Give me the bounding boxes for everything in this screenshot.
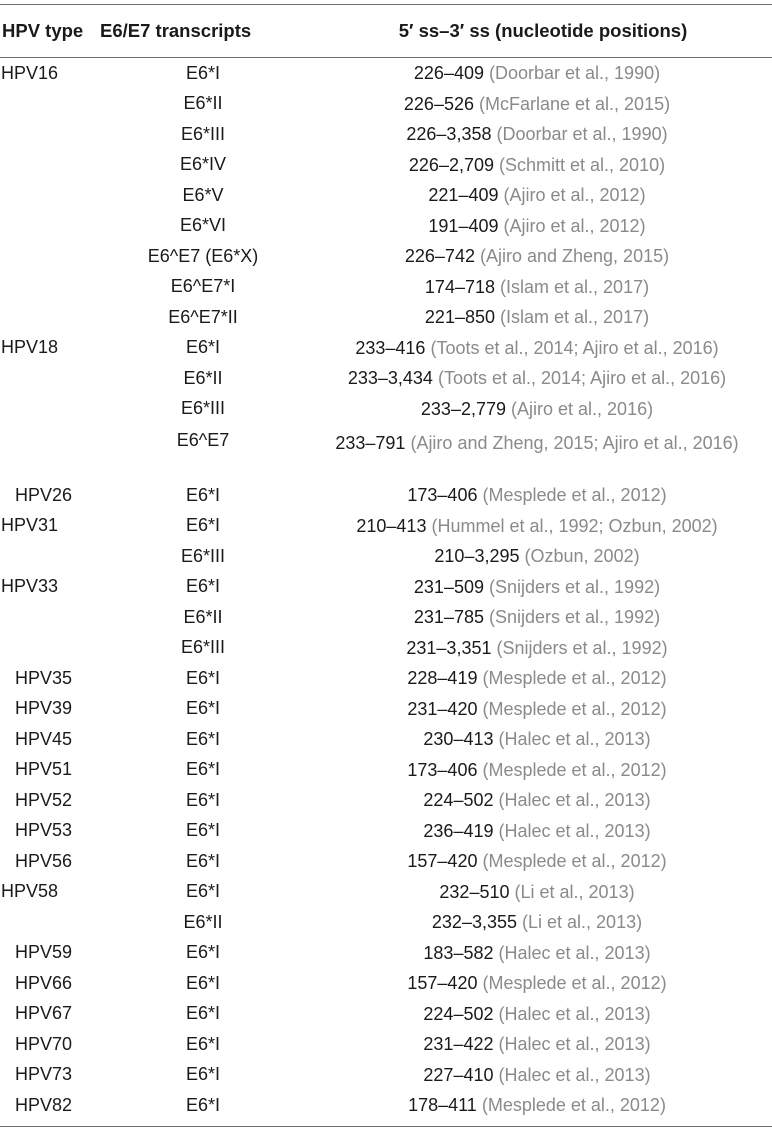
cell-hpv-type: HPV39 [15, 698, 73, 719]
cell-positions [308, 665, 772, 691]
cell-transcript: E6*II [183, 911, 223, 932]
cell-transcript: E6*I [185, 484, 221, 505]
cell-transcript: E6*V [182, 184, 224, 205]
cell-positions [308, 787, 772, 813]
citation-link[interactable]: (Mesplede et al., 2012) [481, 1095, 666, 1116]
table-row [0, 1029, 772, 1060]
table-row [0, 938, 772, 969]
cell-positions [308, 121, 772, 147]
cell-transcript: E6*I [185, 1003, 221, 1024]
cell-transcript: E6*I [185, 881, 221, 902]
cell-positions [308, 970, 772, 996]
position-range: 233–416 [355, 337, 426, 358]
citation-link[interactable]: (Ozbun, 2002) [524, 546, 640, 567]
table-row [0, 119, 772, 150]
cell-positions [308, 513, 772, 539]
cell-positions [308, 879, 772, 905]
position-range: 157–420 [407, 851, 478, 872]
citation-link[interactable]: (Islam et al., 2017) [500, 276, 650, 297]
table-row [0, 424, 772, 480]
position-range: 232–510 [439, 881, 510, 902]
position-range: 226–526 [403, 93, 474, 114]
citation-link[interactable]: (Ajiro et al., 2012) [503, 215, 646, 236]
table-row [0, 302, 772, 333]
cell-hpv-type: HPV52 [15, 789, 73, 810]
citation-link[interactable]: (Ajiro and Zheng, 2015; Ajiro et al., 2016) [410, 433, 739, 453]
cell-positions [308, 940, 772, 966]
cell-positions [308, 243, 772, 269]
table-row [0, 363, 772, 394]
citation-link[interactable]: (Mesplede et al., 2012) [482, 973, 667, 994]
cell-positions [308, 909, 772, 935]
cell-hpv-type: HPV58 [1, 881, 59, 902]
table-row [0, 907, 772, 938]
citation-link[interactable]: (Ajiro et al., 2012) [503, 185, 646, 206]
cell-transcript: E6*I [185, 667, 221, 688]
bottom-rule [0, 1126, 772, 1127]
position-range: 226–742 [404, 246, 475, 267]
cell-hpv-type: HPV67 [15, 1003, 73, 1024]
cell-positions [308, 91, 772, 117]
cell-hpv-type: HPV18 [1, 337, 59, 358]
table-row [0, 1090, 772, 1121]
cell-positions [308, 1031, 772, 1057]
citation-link[interactable]: (McFarlane et al., 2015) [479, 93, 671, 114]
table-row [0, 724, 772, 755]
cell-positions [308, 182, 772, 208]
cell-positions [308, 1001, 772, 1027]
cell-positions [308, 1092, 772, 1118]
position-range: 221–409 [428, 185, 499, 206]
cell-positions [308, 543, 772, 569]
position-range: 226–409 [413, 63, 484, 84]
citation-link[interactable]: (Halec et al., 2013) [498, 1003, 651, 1024]
cell-transcript: E6*I [185, 850, 221, 871]
cell-positions [308, 396, 772, 422]
cell-transcript: E6*I [185, 1064, 221, 1085]
cell-transcript: E6^E7 (E6*X) [147, 245, 259, 266]
citation-link[interactable]: (Toots et al., 2014; Ajiro et al., 2016) [437, 368, 727, 389]
cell-hpv-type: HPV59 [15, 942, 73, 963]
position-range: 174–718 [424, 276, 495, 297]
cell-hpv-type: HPV53 [15, 820, 73, 841]
cell-transcript: E6*IV [179, 154, 227, 175]
table-row [0, 241, 772, 272]
table-body [0, 58, 772, 1121]
position-range: 232–3,355 [431, 912, 517, 933]
position-range: 227–410 [423, 1064, 494, 1085]
position-range: 233–2,779 [420, 398, 506, 419]
position-range: 231–509 [413, 576, 484, 597]
cell-hpv-type: HPV66 [15, 972, 73, 993]
cell-transcript: E6*III [180, 398, 226, 419]
cell-hpv-type: HPV16 [1, 62, 59, 83]
position-range: 231–3,351 [406, 637, 492, 658]
citation-link[interactable]: (Mesplede et al., 2012) [482, 698, 667, 719]
citation-link[interactable]: (Halec et al., 2013) [498, 790, 651, 811]
cell-positions [308, 60, 772, 86]
table-row [0, 272, 772, 303]
citation-link[interactable]: (Doorbar et al., 1990) [489, 63, 661, 84]
position-range: 157–420 [407, 973, 478, 994]
table-row [0, 846, 772, 877]
position-range: 228–419 [407, 668, 478, 689]
position-range: 236–419 [423, 820, 494, 841]
table-row [0, 785, 772, 816]
citation-link[interactable]: (Halec et al., 2013) [498, 820, 651, 841]
cell-transcript: E6*II [183, 606, 223, 627]
cell-positions [308, 848, 772, 874]
position-range: 173–406 [407, 485, 478, 506]
table-row [0, 480, 772, 511]
position-range: 224–502 [423, 1003, 494, 1024]
cell-transcript: E6*III [180, 123, 226, 144]
table-row [0, 816, 772, 847]
position-range: 210–413 [356, 515, 427, 536]
header-hpv-type: HPV type [2, 20, 84, 41]
table-row [0, 755, 772, 786]
citation-link[interactable]: (Halec et al., 2013) [498, 729, 651, 750]
cell-positions [308, 1062, 772, 1088]
position-range: 183–582 [423, 942, 494, 963]
citation-link[interactable]: (Ajiro and Zheng, 2015) [479, 246, 670, 267]
cell-hpv-type: HPV56 [15, 850, 73, 871]
table-row [0, 58, 772, 89]
position-range: 224–502 [423, 790, 494, 811]
position-range: 231–420 [407, 698, 478, 719]
cell-transcript: E6*I [185, 972, 221, 993]
cell-transcript: E6*II [183, 367, 223, 388]
citation-link[interactable]: (Halec et al., 2013) [498, 1064, 651, 1085]
position-range: 173–406 [407, 759, 478, 780]
cell-positions [308, 152, 772, 178]
cell-positions [308, 430, 772, 456]
cell-hpv-type: HPV26 [15, 484, 73, 505]
citation-link[interactable]: (Ajiro et al., 2016) [511, 398, 654, 419]
cell-transcript: E6^E7*I [170, 276, 236, 297]
position-range: 233–3,434 [347, 368, 433, 389]
cell-positions [308, 757, 772, 783]
header-transcripts: E6/E7 transcripts [100, 20, 252, 41]
citation-link[interactable]: (Halec et al., 2013) [498, 942, 651, 963]
table-row [0, 394, 772, 425]
citation-link[interactable]: (Toots et al., 2014; Ajiro et al., 2016) [430, 337, 719, 358]
table-row [0, 333, 772, 364]
citation-link[interactable]: (Snijders et al., 1992) [489, 576, 661, 597]
position-range: 210–3,295 [434, 546, 520, 567]
position-range: 231–422 [423, 1034, 494, 1055]
cell-hpv-type: HPV31 [1, 515, 59, 536]
citation-link[interactable]: (Li et al., 2013) [522, 912, 643, 933]
cell-positions [308, 604, 772, 630]
cell-positions [308, 213, 772, 239]
cell-positions [308, 304, 772, 330]
cell-transcript: E6*I [185, 337, 221, 358]
cell-transcript: E6^E7*II [168, 306, 238, 327]
position-range: 226–2,709 [408, 154, 494, 175]
transcripts-table [0, 4, 772, 1127]
cell-transcript: E6*I [185, 789, 221, 810]
cell-transcript: E6*I [185, 1033, 221, 1054]
table-row [0, 511, 772, 542]
table-row [0, 602, 772, 633]
cell-hpv-type: HPV45 [15, 728, 73, 749]
cell-positions [308, 696, 772, 722]
citation-link[interactable]: (Snijders et al., 1992) [489, 607, 661, 628]
table-row [0, 180, 772, 211]
position-range: 221–850 [424, 307, 495, 328]
cell-hpv-type: HPV70 [15, 1033, 73, 1054]
citation-link[interactable]: (Mesplede et al., 2012) [482, 851, 667, 872]
position-range: 178–411 [408, 1095, 477, 1116]
cell-positions [308, 365, 772, 391]
cell-hpv-type: HPV33 [1, 576, 59, 597]
cell-transcript: E6*III [180, 545, 226, 566]
cell-positions [308, 274, 772, 300]
cell-transcript: E6*II [183, 93, 223, 114]
cell-transcript: E6*I [185, 576, 221, 597]
cell-hpv-type: HPV51 [15, 759, 73, 780]
citation-link[interactable]: (Mesplede et al., 2012) [482, 759, 667, 780]
citation-link[interactable]: (Mesplede et al., 2012) [482, 668, 667, 689]
cell-transcript: E6*I [185, 942, 221, 963]
table-row [0, 211, 772, 242]
cell-positions [308, 635, 772, 661]
citation-link[interactable]: (Halec et al., 2013) [498, 1034, 651, 1055]
table-row [0, 541, 772, 572]
table-row [0, 572, 772, 603]
table-row [0, 968, 772, 999]
cell-transcript: E6*VI [179, 215, 227, 236]
table-row [0, 999, 772, 1030]
cell-transcript: E6^E7 [176, 430, 230, 450]
cell-positions [308, 574, 772, 600]
citation-link[interactable]: (Mesplede et al., 2012) [482, 485, 667, 506]
cell-hpv-type: HPV73 [15, 1064, 73, 1085]
citation-link[interactable]: (Hummel et al., 1992; Ozbun, 2002) [431, 515, 718, 536]
table-row [0, 663, 772, 694]
table-row [0, 877, 772, 908]
cell-transcript: E6*I [185, 759, 221, 780]
cell-positions [308, 726, 772, 752]
citation-link[interactable]: (Schmitt et al., 2010) [499, 154, 666, 175]
header-positions: 5′ ss–3′ ss (nucleotide positions) [398, 20, 688, 41]
cell-positions [308, 335, 772, 361]
citation-link[interactable]: (Islam et al., 2017) [500, 307, 650, 328]
cell-hpv-type: HPV35 [15, 667, 73, 688]
citation-link[interactable]: (Snijders et al., 1992) [496, 637, 668, 658]
cell-transcript: E6*I [185, 728, 221, 749]
citation-link[interactable]: (Li et al., 2013) [514, 881, 635, 902]
cell-hpv-type: HPV82 [15, 1094, 73, 1115]
table-row [0, 150, 772, 181]
table-row [0, 694, 772, 725]
cell-transcript: E6*I [185, 698, 221, 719]
cell-transcript: E6*III [180, 637, 226, 658]
cell-transcript: E6*I [185, 1094, 221, 1115]
position-range: 191–409 [428, 215, 499, 236]
cell-transcript: E6*I [185, 62, 221, 83]
position-range: 231–785 [413, 607, 484, 628]
cell-transcript: E6*I [185, 820, 221, 841]
cell-transcript: E6*I [185, 515, 221, 536]
table-header [0, 5, 772, 57]
citation-link[interactable]: (Doorbar et al., 1990) [496, 124, 668, 145]
position-range: 226–3,358 [406, 124, 492, 145]
cell-positions [308, 482, 772, 508]
table-row [0, 633, 772, 664]
position-range: 233–791 [335, 433, 406, 453]
table-row [0, 1060, 772, 1091]
table-row [0, 89, 772, 120]
position-range: 230–413 [423, 729, 494, 750]
cell-positions [308, 818, 772, 844]
